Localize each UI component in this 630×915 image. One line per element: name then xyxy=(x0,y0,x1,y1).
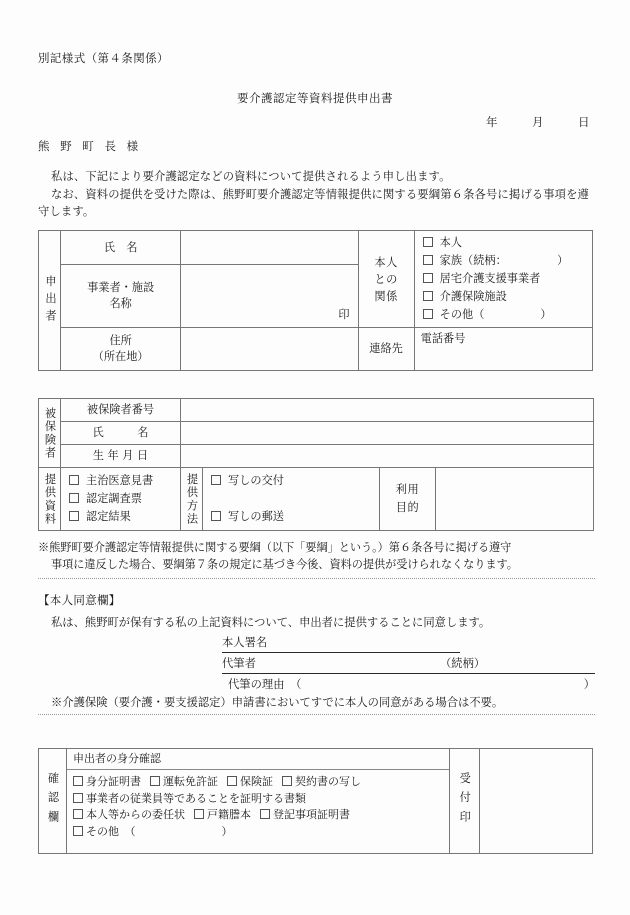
addressee: 熊 野 町 長 様 xyxy=(38,139,142,153)
consent-section-title: 【本人同意欄】 xyxy=(38,593,121,607)
method-option-mail[interactable] xyxy=(211,508,379,526)
insured-number-field[interactable] xyxy=(181,399,594,422)
materials-option-doctor-opinion[interactable] xyxy=(69,472,180,490)
applicant-address-label-line2: （所在地） xyxy=(92,350,149,363)
compliance-note-line1: ※熊野町要介護認定等情報提供に関する要綱（以下「要綱」という。）第６条各号に掲げる遵守 xyxy=(38,541,512,554)
confirm-heading: 申出者の身分確認 xyxy=(67,749,449,770)
insured-name-label: 氏 名 xyxy=(61,422,181,445)
method-label-text: 提供方法 xyxy=(185,472,199,526)
insured-side-label xyxy=(39,399,61,468)
relation-option-label: 家族（続柄： ） xyxy=(439,254,569,267)
applicant-side-label xyxy=(39,231,61,371)
confirm-row-3[interactable] xyxy=(73,807,449,824)
relation-option-label: 本人 xyxy=(439,236,463,249)
seal-mark: 印 xyxy=(338,308,350,321)
checkbox-icon[interactable] xyxy=(73,809,83,819)
applicant-name-label: 氏 名 xyxy=(61,231,181,265)
materials-option-label: 認定調査票 xyxy=(86,492,142,505)
method-option-handover[interactable] xyxy=(211,472,379,490)
confirm-option-label: 契約書の写し xyxy=(295,775,362,788)
table-row xyxy=(39,399,594,422)
confirm-row-1[interactable] xyxy=(73,774,449,791)
table-row xyxy=(39,328,593,371)
intro-line-2: なお、資料の提供を受けた際は、熊野町要介護認定等情報提供に関する要綱第６条各号に掲げる事項を遵守します。 xyxy=(38,187,590,218)
self-signature-label: 本人署名 xyxy=(222,636,268,649)
table-row xyxy=(39,445,594,468)
insured-name-field[interactable] xyxy=(181,422,594,445)
applicant-org-label-line2: 名称 xyxy=(109,297,132,311)
relation-options-cell xyxy=(414,231,592,328)
method-label xyxy=(181,468,203,531)
table-row xyxy=(39,468,594,531)
confirmation-table xyxy=(38,748,593,854)
checkbox-icon[interactable] xyxy=(73,776,83,786)
method-options-cell xyxy=(203,468,380,531)
confirm-option-label: 運転免許証 xyxy=(163,775,219,788)
intro-line-1: 私は、下記により要介護認定などの資料について提供されるよう申し出ます。 xyxy=(51,170,451,183)
relation-options-list xyxy=(415,231,592,327)
applicant-side-label-text: 申出者 xyxy=(44,274,57,327)
materials-option-result[interactable] xyxy=(69,508,180,526)
checkbox-icon[interactable] xyxy=(211,475,221,485)
checkbox-icon[interactable] xyxy=(282,776,292,786)
form-code: 別記様式（第４条関係） xyxy=(38,51,169,65)
proxy-reason-close-paren: ） xyxy=(583,678,595,691)
insured-side-label-text: 被保険者 xyxy=(43,406,57,460)
materials-label xyxy=(39,468,61,531)
applicant-name-field[interactable] xyxy=(181,231,358,265)
divider-top xyxy=(38,578,595,579)
insured-birth-field[interactable] xyxy=(181,445,594,468)
applicant-address-label xyxy=(61,328,181,371)
materials-option-label: 認定結果 xyxy=(86,510,131,523)
receipt-seal-label xyxy=(449,749,479,854)
purpose-field[interactable] xyxy=(436,468,594,531)
proxy-signature-line[interactable] xyxy=(222,655,595,674)
date-month-label: 月 xyxy=(532,115,544,129)
confirm-option-label: 身分証明書 xyxy=(86,775,142,788)
relation-option-care-support[interactable] xyxy=(423,270,592,288)
divider-bottom xyxy=(38,714,595,715)
checkbox-icon[interactable] xyxy=(423,237,433,247)
confirm-option-label: 本人等からの委任状 xyxy=(86,808,186,821)
confirm-option-label: 保険証 xyxy=(240,775,274,788)
confirm-body-cell xyxy=(67,749,450,854)
checkbox-icon[interactable] xyxy=(260,809,270,819)
insured-birth-label: 生 年 月 日 xyxy=(61,445,181,468)
compliance-note xyxy=(38,539,595,573)
consent-footnote: ※介護保険（要介護・要支援認定）申請書においてすでに本人の同意がある場合は不要。 xyxy=(51,696,504,709)
relation-option-insurance-facility[interactable] xyxy=(423,288,592,306)
method-option-label: 写しの交付 xyxy=(228,474,284,487)
applicant-address-field[interactable] xyxy=(181,328,358,371)
confirm-side-label xyxy=(39,749,67,854)
checkbox-icon[interactable] xyxy=(423,291,433,301)
page-title: 要介護認定等資料提供申出書 xyxy=(237,91,393,105)
receipt-seal-label-text: 受付印 xyxy=(458,772,472,830)
consent-statement: 私は、熊野町が保有する私の上記資料について、申出者に提供することに同意します。 xyxy=(51,616,491,629)
applicant-address-label-line1: 住所 xyxy=(109,334,132,347)
relation-option-self[interactable] xyxy=(423,234,592,252)
method-spacer xyxy=(211,490,379,508)
confirm-option-label: 登記事項証明書 xyxy=(273,808,351,821)
relation-option-family[interactable] xyxy=(423,252,592,270)
checkbox-icon[interactable] xyxy=(69,511,79,521)
date-day-label: 日 xyxy=(578,115,590,129)
proxy-reason-label: 代筆の理由 （ xyxy=(228,678,302,691)
materials-options-cell xyxy=(61,468,181,531)
confirm-other-close-paren: ） xyxy=(221,824,233,838)
insured-number-label: 被保険者番号 xyxy=(61,399,181,422)
confirm-row-2[interactable] xyxy=(73,791,449,808)
applicant-org-label-line1: 事業者・施設 xyxy=(87,281,155,295)
confirm-side-label-text: 確認欄 xyxy=(46,772,60,830)
method-options-list xyxy=(203,468,379,530)
confirm-options-list xyxy=(67,770,449,844)
relation-option-label: 居宅介護支援事業者 xyxy=(439,272,541,285)
confirm-row-4[interactable] xyxy=(73,824,449,841)
checkbox-icon[interactable] xyxy=(423,309,433,319)
confirm-option-label: 事業者の従業員等であることを証明する書類 xyxy=(86,791,307,805)
relation-option-other[interactable] xyxy=(423,306,592,324)
purpose-label-text: 利用目的 xyxy=(395,483,420,514)
applicant-org-label xyxy=(61,265,181,328)
checkbox-icon[interactable] xyxy=(69,493,79,503)
checkbox-icon[interactable] xyxy=(150,776,160,786)
checkbox-icon[interactable] xyxy=(227,776,237,786)
relation-label xyxy=(358,231,414,328)
table-row xyxy=(39,231,593,265)
materials-option-survey-sheet[interactable] xyxy=(69,490,180,508)
applicant-org-field[interactable] xyxy=(181,265,358,328)
applicant-table xyxy=(38,230,593,371)
materials-option-label: 主治医意見書 xyxy=(86,474,154,487)
contact-label: 連絡先 xyxy=(358,328,414,371)
checkbox-icon[interactable] xyxy=(211,511,221,521)
method-option-label: 写しの郵送 xyxy=(228,510,284,523)
checkbox-icon[interactable] xyxy=(423,255,433,265)
compliance-note-line2: 事項に違反した場合、要綱第７条の規定に基づき今後、資料の提供が受けられなくなります。 xyxy=(51,558,518,571)
relation-option-label: 介護保険施設 xyxy=(439,290,507,303)
checkbox-icon[interactable] xyxy=(73,793,83,803)
materials-options-list xyxy=(61,468,180,530)
contact-field[interactable]: 電話番号 xyxy=(414,328,592,371)
proxy-reason-row[interactable] xyxy=(228,676,595,692)
intro-paragraphs xyxy=(38,168,595,221)
relation-option-label: その他（ ） xyxy=(439,308,552,321)
checkbox-icon[interactable] xyxy=(194,809,204,819)
purpose-label xyxy=(380,468,436,531)
checkbox-icon[interactable] xyxy=(69,475,79,485)
table-row xyxy=(39,422,594,445)
date-entry-line xyxy=(0,114,592,130)
date-year-label: 年 xyxy=(486,115,498,129)
confirm-option-label: 戸籍謄本 xyxy=(207,808,252,821)
self-signature-line[interactable] xyxy=(222,634,460,653)
proxy-signature-label: 代筆者 xyxy=(222,657,256,670)
proxy-relation-label: （続柄） xyxy=(440,657,486,670)
relation-label-text: 本人との関係 xyxy=(374,255,398,303)
checkbox-icon[interactable] xyxy=(73,826,83,836)
checkbox-icon[interactable] xyxy=(423,273,433,283)
insured-table xyxy=(38,398,594,531)
confirm-other-label: その他 （ xyxy=(86,824,136,838)
table-row xyxy=(39,749,593,854)
receipt-seal-box[interactable] xyxy=(479,749,592,854)
materials-label-text: 提供資料 xyxy=(43,472,57,526)
